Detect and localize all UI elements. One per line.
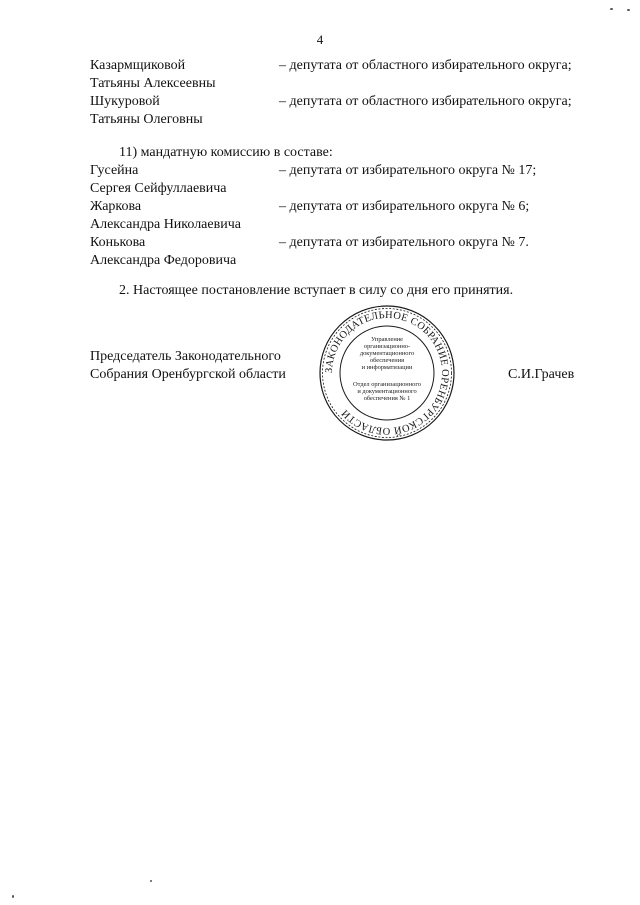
commission-member-2-surname: Жаркова: [90, 199, 142, 214]
scan-speck: [12, 895, 14, 898]
page-number: 4: [316, 32, 324, 47]
official-seal: [317, 303, 457, 443]
member-1-role: – депутата от областного избирательного округа;: [279, 58, 572, 73]
member-2-surname: Шукуровой: [90, 94, 160, 109]
seal-inner-line-7: и документационного: [357, 388, 417, 395]
commission-member-1-surname: Гусейна: [90, 163, 139, 178]
commission-member-1-role: – депутата от избирательного округа № 17;: [279, 163, 537, 178]
signatory-name: С.И.Грачев: [508, 367, 575, 382]
seal-inner-line-4: обеспечения: [369, 357, 405, 364]
clause-2: 2. Настоящее постановление вступает в силу со дня его принятия.: [119, 283, 514, 298]
member-2-role: – депутата от областного избирательного округа;: [279, 94, 572, 109]
commission-heading: 11) мандатную комиссию в составе:: [119, 145, 333, 160]
commission-member-3-given-names: Александра Федоровича: [90, 253, 237, 268]
commission-member-2-given-names: Александра Николаевича: [90, 217, 241, 232]
commission-member-3-surname: Конькова: [90, 235, 146, 250]
member-2-given-names: Татьяны Олеговны: [90, 112, 203, 127]
member-1-given-names: Татьяны Алексеевны: [90, 76, 216, 91]
seal-inner-line-1: Управление: [370, 336, 404, 343]
scan-speck: [150, 880, 152, 882]
seal-inner-line-6: Отдел организационного: [353, 381, 421, 388]
signatory-title-line-1: Председатель Законодательного: [90, 349, 281, 364]
commission-member-2-role: – депутата от избирательного округа № 6;: [279, 199, 530, 214]
scan-speck: [627, 9, 630, 11]
seal-inner-line-3: документационного: [359, 350, 415, 357]
seal-inner-line-2: организационно-: [363, 343, 411, 350]
seal-ring-text: ЗАКОНОДАТЕЛЬНОЕ СОБРАНИЕ ОРЕНБУРГСКОЙ ОБЛАСТИ: [323, 309, 451, 437]
seal-inner-line-5: и информатизации: [361, 364, 413, 371]
scan-speck: [610, 8, 613, 10]
seal-inner-line-8: обеспечения № 1: [363, 395, 411, 402]
member-1-surname: Казармщиковой: [90, 58, 186, 73]
commission-member-3-role: – депутата от избирательного округа № 7.: [279, 235, 529, 250]
commission-member-1-given-names: Сергея Сейфуллаевича: [90, 181, 227, 196]
signatory-title-line-2: Собрания Оренбургской области: [90, 367, 286, 382]
